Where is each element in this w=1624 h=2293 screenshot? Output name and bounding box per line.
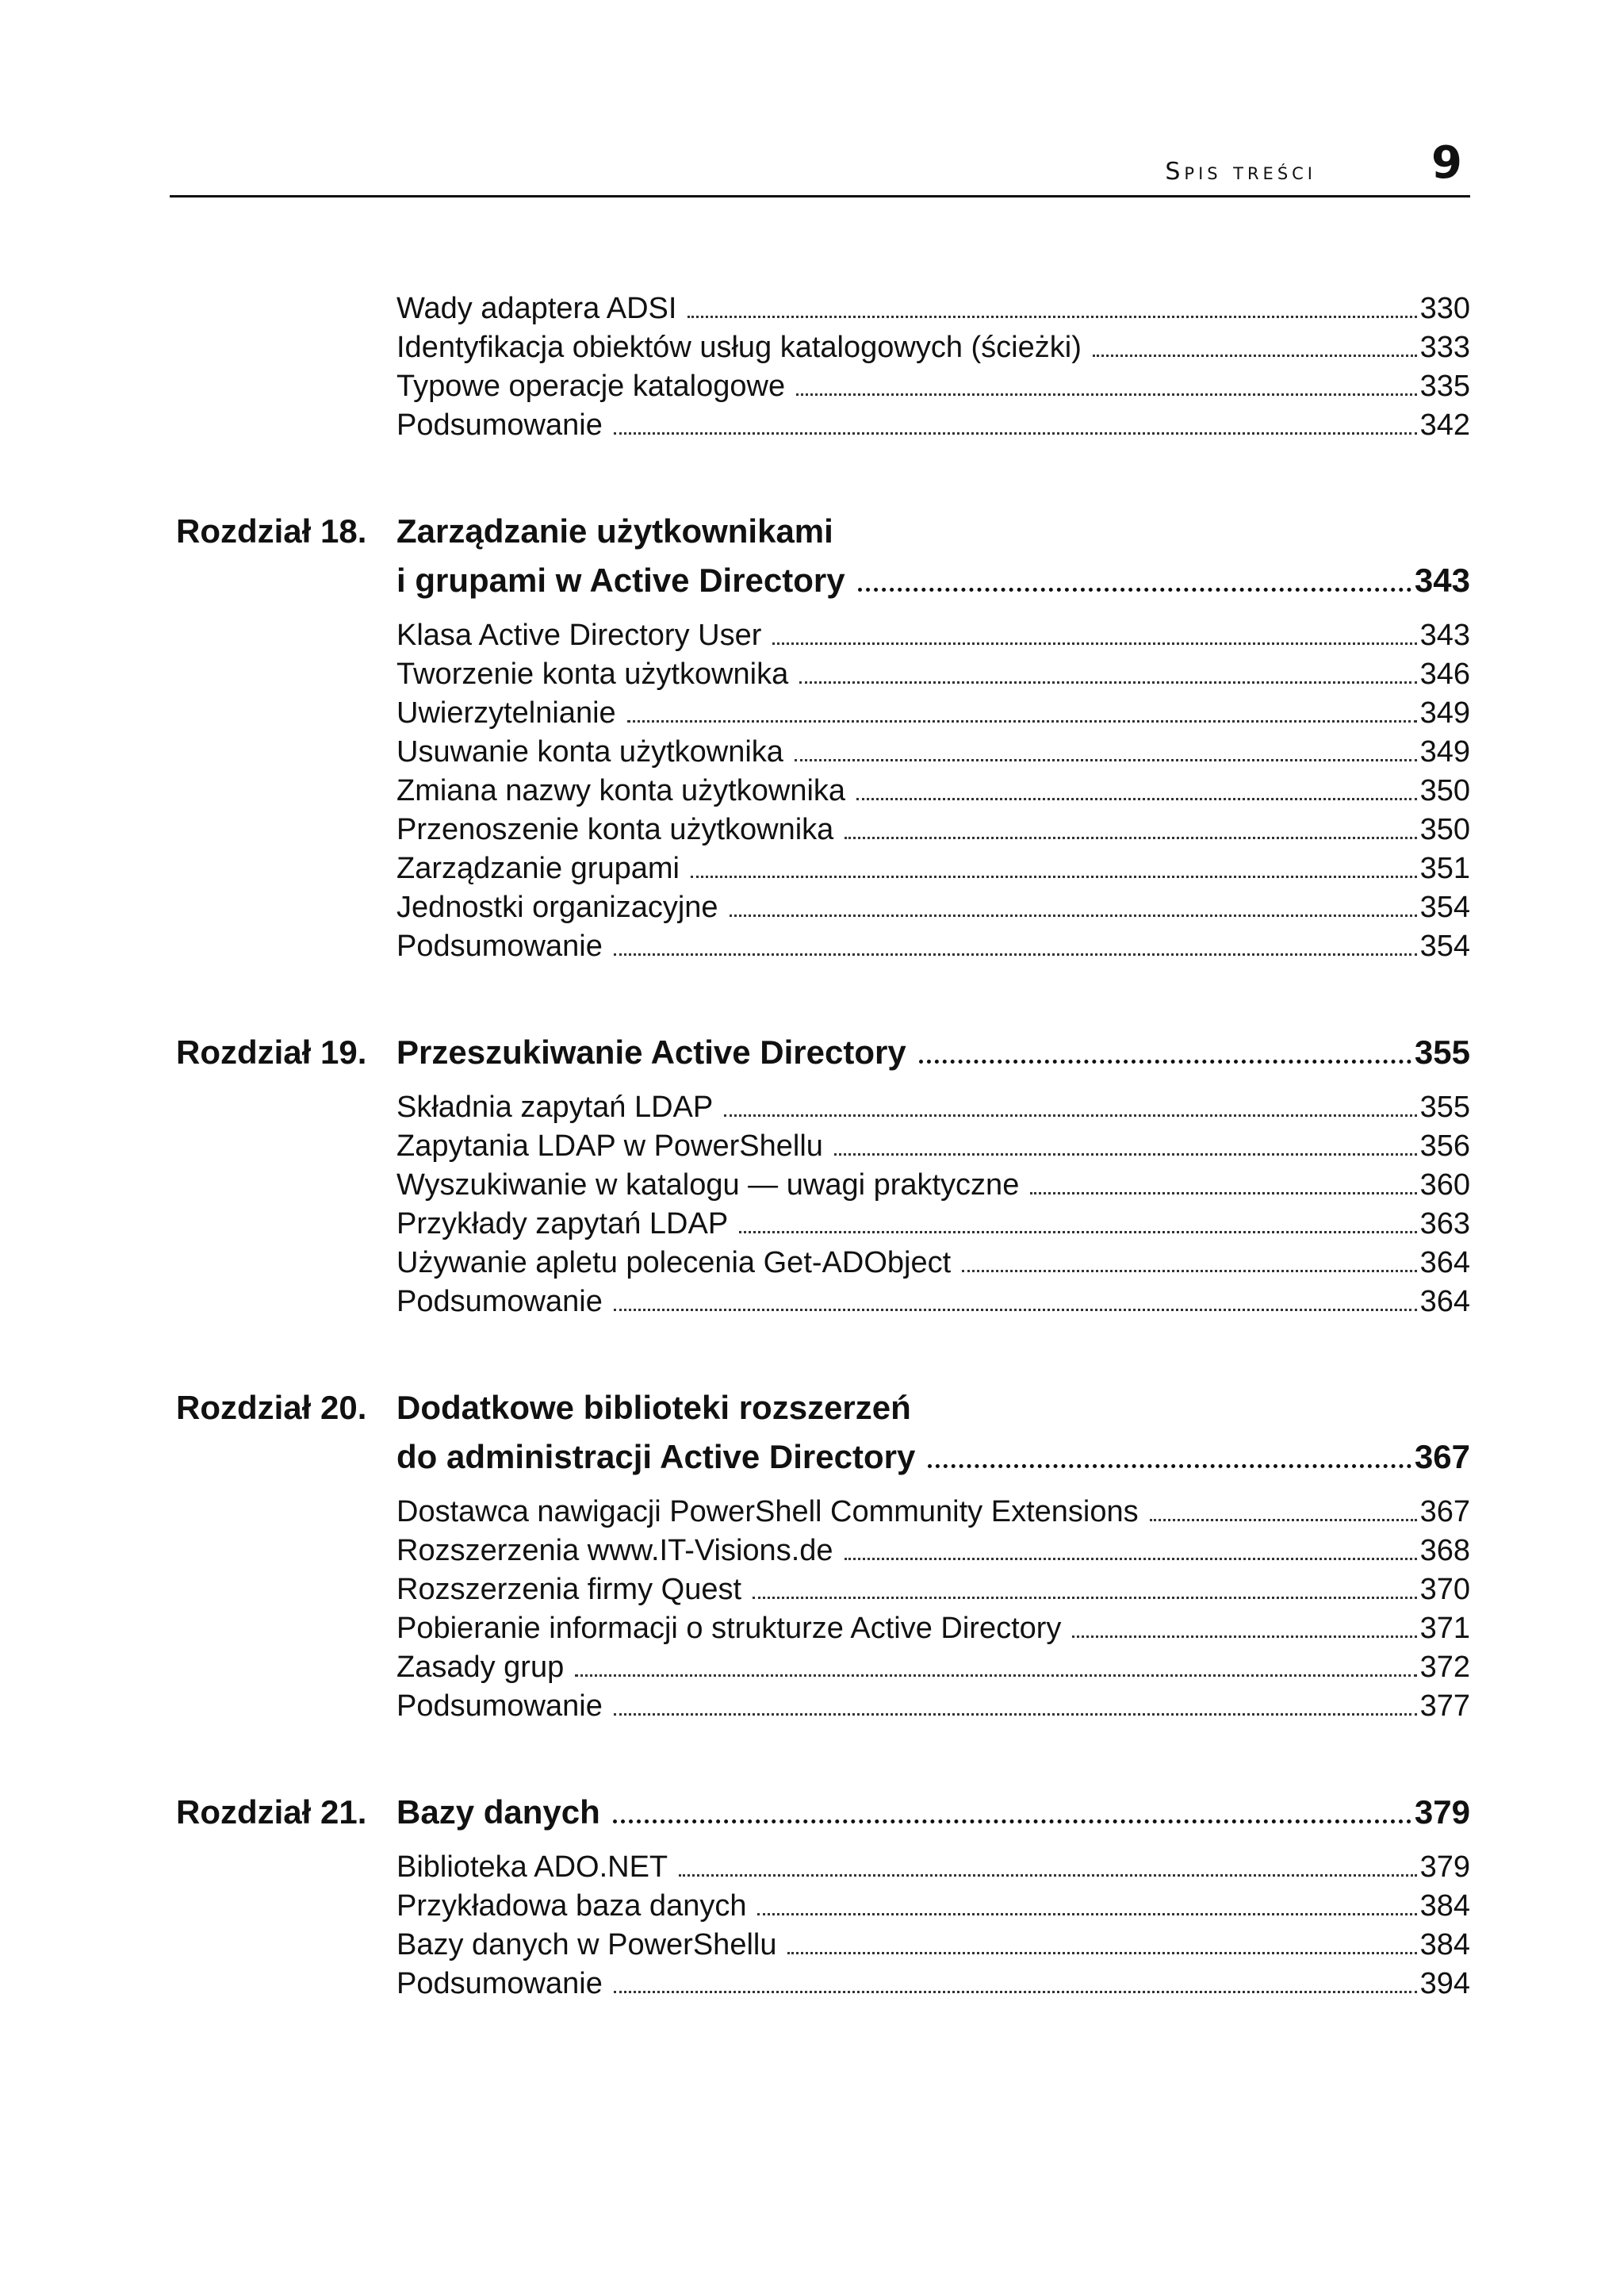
toc-entry[interactable] (396, 1609, 1470, 1648)
toc-entry[interactable] (396, 888, 1470, 927)
chapter-title-line1: Zarządzanie użytkownikami (396, 512, 833, 550)
toc-entry-title: Rozszerzenia firmy Quest (396, 1573, 742, 1606)
chapter-page: 355 (1414, 1033, 1470, 1071)
toc-entry[interactable] (396, 1244, 1470, 1283)
toc-entry-page: 351 (1419, 852, 1470, 885)
toc-entry-page: 379 (1419, 1850, 1470, 1884)
toc-entry-title: Składnia zapytań LDAP (396, 1091, 714, 1124)
dot-leader (796, 393, 1417, 396)
toc-entry-page: 384 (1419, 1928, 1470, 1961)
dot-leader (753, 1597, 1417, 1599)
chapter-title-line2: do administracji Active Directory (396, 1438, 916, 1475)
toc-entry[interactable] (396, 1687, 1470, 1726)
dot-leader (679, 1874, 1416, 1877)
toc-entry[interactable] (396, 849, 1470, 888)
toc-entry-page: 368 (1419, 1534, 1470, 1567)
dot-leader (772, 642, 1416, 645)
toc-entry[interactable] (396, 772, 1470, 811)
toc-entry-title: Zmiana nazwy konta użytkownika (396, 774, 846, 807)
toc-entry-page: 349 (1419, 735, 1470, 769)
toc-entry-title: Identyfikacja obiektów usług katalogowych (ścieżki) (396, 331, 1082, 364)
dot-leader (691, 876, 1417, 878)
toc-entry-page: 364 (1419, 1246, 1470, 1279)
toc-entry-page: 384 (1419, 1889, 1470, 1923)
dot-leader (834, 1153, 1417, 1156)
toc-entry-page: 354 (1419, 891, 1470, 924)
chapter-label: Rozdział 19. (176, 1033, 367, 1071)
dot-leader (1072, 1635, 1416, 1638)
toc-entry[interactable] (396, 655, 1470, 694)
dot-leader (575, 1674, 1416, 1677)
toc-entry-page: 394 (1419, 1967, 1470, 2000)
dot-leader (795, 759, 1417, 761)
running-title: Spis treści (1165, 158, 1316, 186)
toc-entry-title: Wyszukiwanie w katalogu — uwagi praktyczne (396, 1168, 1020, 1202)
toc-entry-page: 370 (1419, 1573, 1470, 1606)
toc-entry-title: Zarządzanie grupami (396, 852, 680, 885)
toc-entry[interactable] (396, 1088, 1470, 1127)
toc-entry[interactable] (396, 1848, 1470, 1887)
dot-leader (787, 1952, 1416, 1954)
chapter-page: 367 (1414, 1438, 1470, 1475)
toc-entry-title: Bazy danych w PowerShellu (396, 1928, 777, 1961)
toc-entry-title: Przykłady zapytań LDAP (396, 1207, 729, 1240)
toc-section-intro (396, 290, 1470, 445)
chapter-title-line1: Dodatkowe biblioteki rozszerzeń (396, 1389, 911, 1426)
dot-leader (1093, 355, 1417, 357)
toc-section-chapter-18 (396, 616, 1470, 966)
toc-entry-page: 364 (1419, 1285, 1470, 1318)
toc-entry-page: 372 (1419, 1651, 1470, 1684)
dot-leader (919, 1060, 1411, 1064)
toc-entry-page: 377 (1419, 1689, 1470, 1723)
dot-leader (799, 681, 1416, 684)
toc-entry-title: Klasa Active Directory User (396, 619, 762, 652)
chapter-heading-20[interactable] (176, 1383, 1470, 1482)
toc-entry-page: 360 (1419, 1168, 1470, 1202)
chapter-label: Rozdział 21. (176, 1793, 367, 1831)
toc-entry-page: 350 (1419, 774, 1470, 807)
toc-entry-title: Podsumowanie (396, 1689, 603, 1723)
chapter-heading-21[interactable] (176, 1788, 1470, 1837)
toc-entry-page: 355 (1419, 1091, 1470, 1124)
dot-leader (613, 1819, 1411, 1823)
toc-entry[interactable] (396, 616, 1470, 655)
dot-leader (739, 1231, 1416, 1233)
chapter-title: Przeszukiwanie Active Directory (396, 1033, 906, 1071)
toc-entry-title: Tworzenie konta użytkownika (396, 658, 789, 691)
toc-entry[interactable] (396, 811, 1470, 849)
toc-entry[interactable] (396, 733, 1470, 772)
toc-entry-page: 349 (1419, 696, 1470, 730)
dot-leader (845, 1558, 1417, 1560)
toc-entry[interactable] (396, 927, 1470, 966)
chapter-label: Rozdział 20. (176, 1389, 367, 1426)
dot-leader (845, 837, 1416, 839)
toc-entry-title: Usuwanie konta użytkownika (396, 735, 783, 769)
toc-entry-title: Używanie apletu polecenia Get-ADObject (396, 1246, 952, 1279)
table-of-contents (176, 290, 1470, 2003)
toc-entry-page: 335 (1419, 370, 1470, 403)
toc-entry[interactable] (396, 1205, 1470, 1244)
toc-entry-title: Podsumowanie (396, 1967, 603, 2000)
toc-section-chapter-20 (396, 1493, 1470, 1726)
toc-entry-title: Podsumowanie (396, 1285, 603, 1318)
dot-leader (730, 915, 1417, 917)
toc-entry-page: 356 (1419, 1129, 1470, 1163)
toc-entry-title: Przykładowa baza danych (396, 1889, 747, 1923)
running-header (170, 135, 1470, 197)
toc-entry-page: 342 (1419, 408, 1470, 442)
toc-entry-title: Przenoszenie konta użytkownika (396, 813, 834, 846)
dot-leader (688, 316, 1416, 318)
chapter-title: Bazy danych (396, 1793, 600, 1831)
toc-entry[interactable] (396, 406, 1470, 445)
toc-section-chapter-21 (396, 1848, 1470, 2003)
toc-entry-page: 363 (1419, 1207, 1470, 1240)
toc-entry-page: 371 (1419, 1612, 1470, 1645)
toc-entry[interactable] (396, 1532, 1470, 1570)
dot-leader (614, 1309, 1417, 1311)
chapter-page: 343 (1414, 562, 1470, 599)
toc-entry-title: Rozszerzenia www.IT-Visions.de (396, 1534, 833, 1567)
toc-entry-title: Biblioteka ADO.NET (396, 1850, 668, 1884)
toc-entry[interactable] (396, 1570, 1470, 1609)
toc-entry[interactable] (396, 290, 1470, 328)
toc-entry-title: Podsumowanie (396, 408, 603, 442)
dot-leader (614, 953, 1417, 956)
toc-entry[interactable] (396, 1965, 1470, 2003)
toc-entry-title: Zapytania LDAP w PowerShellu (396, 1129, 823, 1163)
toc-entry-page: 354 (1419, 930, 1470, 963)
dot-leader (724, 1114, 1416, 1117)
toc-entry[interactable] (396, 367, 1470, 406)
toc-entry[interactable] (396, 694, 1470, 733)
toc-entry-page: 343 (1419, 619, 1470, 652)
chapter-title-line2: i grupami w Active Directory (396, 562, 845, 599)
toc-entry[interactable] (396, 1926, 1470, 1965)
dot-leader (614, 1991, 1417, 1993)
toc-entry-title: Zasady grup (396, 1651, 565, 1684)
toc-entry-title: Jednostki organizacyjne (396, 891, 718, 924)
toc-entry-title: Uwierzytelnianie (396, 696, 616, 730)
toc-entry-page: 330 (1419, 292, 1470, 325)
toc-entry[interactable] (396, 1493, 1470, 1532)
toc-entry[interactable] (396, 1648, 1470, 1687)
dot-leader (858, 588, 1411, 592)
chapter-page: 379 (1414, 1793, 1470, 1831)
chapter-heading-18[interactable] (176, 507, 1470, 605)
dot-leader (614, 1713, 1417, 1716)
toc-entry[interactable] (396, 1283, 1470, 1321)
dot-leader (962, 1270, 1416, 1272)
dot-leader (928, 1464, 1411, 1468)
toc-entry-title: Dostawca nawigacji PowerShell Community Extensions (396, 1495, 1139, 1528)
page-number: 9 (1431, 137, 1462, 189)
dot-leader (1150, 1519, 1417, 1521)
toc-entry[interactable] (396, 328, 1470, 367)
toc-entry-title: Typowe operacje katalogowe (396, 370, 786, 403)
toc-entry-page: 333 (1419, 331, 1470, 364)
toc-entry[interactable] (396, 1166, 1470, 1205)
dot-leader (627, 720, 1417, 723)
toc-entry-title: Wady adaptera ADSI (396, 292, 677, 325)
chapter-label: Rozdział 18. (176, 512, 367, 550)
dot-leader (757, 1913, 1416, 1915)
toc-entry-page: 367 (1419, 1495, 1470, 1528)
toc-entry[interactable] (396, 1127, 1470, 1166)
dot-leader (614, 432, 1417, 435)
dot-leader (856, 798, 1417, 800)
toc-entry-page: 350 (1419, 813, 1470, 846)
chapter-heading-19[interactable] (176, 1028, 1470, 1077)
toc-entry[interactable] (396, 1887, 1470, 1926)
dot-leader (1030, 1192, 1416, 1194)
toc-entry-page: 346 (1419, 658, 1470, 691)
toc-entry-title: Pobieranie informacji o strukturze Active Directory (396, 1612, 1062, 1645)
toc-entry-title: Podsumowanie (396, 930, 603, 963)
toc-section-chapter-19 (396, 1088, 1470, 1321)
